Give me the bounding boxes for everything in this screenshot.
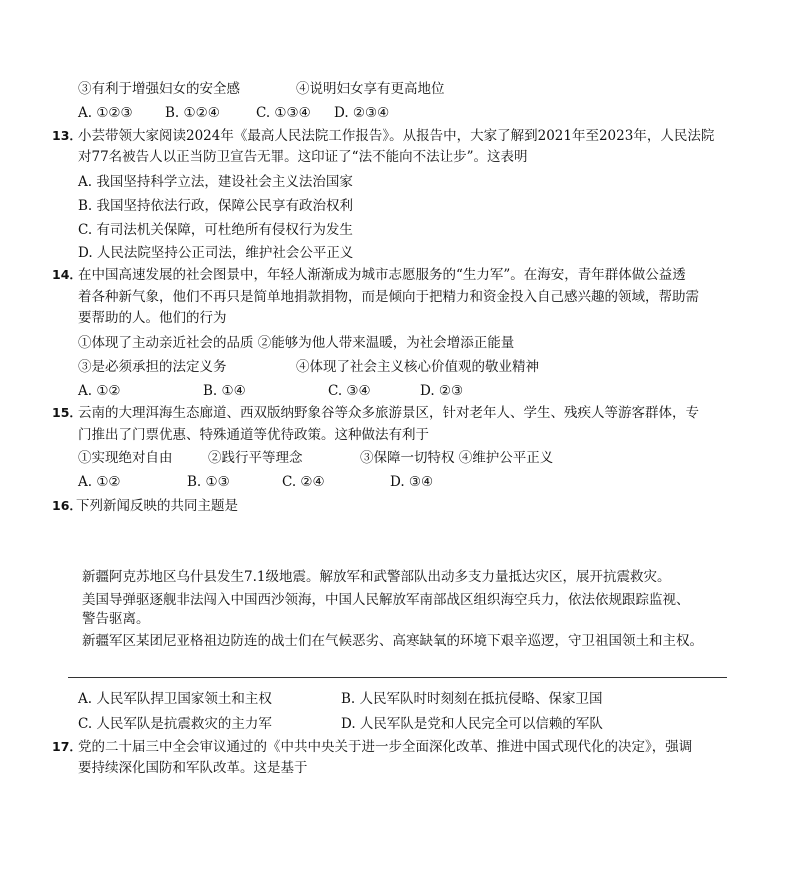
q16-news-1: 新疆阿克苏地区乌什县发生7.1级地震。解放军和武警部队出动多支力量抵达灾区，展开抗震救灾。 bbox=[82, 569, 671, 585]
q13-option-b: B. 我国坚持依法行政，保障公民享有政治权利 bbox=[78, 198, 354, 214]
q13-option-a: A. 我国坚持科学立法，建设社会主义法治国家 bbox=[78, 174, 353, 190]
q17-stem-line1: 党的二十届三中全会审议通过的《中共中央关于进一步全面深化改革、推进中国式现代化的决定》，强调 bbox=[78, 739, 693, 755]
q14-stem-line1: 在中国高速发展的社会图景中，年轻人渐渐成为城市志愿服务的“生力军”。在海安，青年群体做公益透 bbox=[78, 267, 686, 283]
q15-option-b: B. ①③ bbox=[187, 474, 230, 490]
q16-option-d: D. 人民军队是党和人民完全可以信赖的军队 bbox=[341, 716, 603, 732]
q16-option-b: B. 人民军队时时刻刻在抵抗侵略、保家卫国 bbox=[341, 691, 603, 707]
q14-statement-3: ③是必须承担的法定义务 bbox=[78, 359, 227, 375]
q14-option-b: B. ①④ bbox=[203, 383, 246, 399]
q15-stem-line2: 门推出了门票优惠、特殊通道等优待政策。这种做法有利于 bbox=[78, 427, 429, 443]
q16-news-3: 新疆军区某团尼亚格祖边防连的战士们在气候恶劣、高寒缺氧的环境下艰辛巡逻，守卫祖国领土和主权。 bbox=[82, 633, 703, 649]
q14-statement-4: ④体现了社会主义核心价值观的敬业精神 bbox=[296, 359, 539, 375]
q14-option-a: A. ①② bbox=[78, 383, 121, 399]
q12-option-c: C. ①③④ bbox=[256, 105, 311, 121]
q16-option-c: C. 人民军队是抗震救灾的主力军 bbox=[78, 716, 272, 732]
q13-option-c: C. 有司法机关保障，可杜绝所有侵权行为发生 bbox=[78, 222, 353, 238]
q12-option-b: B. ①②④ bbox=[165, 105, 220, 121]
q15-statements-34: ③保障一切特权 ④维护公平正义 bbox=[360, 450, 554, 466]
q12-option-d: D. ②③④ bbox=[334, 105, 390, 121]
q15-number: 15． bbox=[52, 405, 82, 420]
q15-statement-1: ①实现绝对自由 bbox=[78, 450, 173, 466]
q12-option-a: A. ①②③ bbox=[78, 105, 133, 121]
q14-number: 14． bbox=[52, 267, 82, 282]
q16-number: 16． bbox=[52, 498, 82, 513]
q16-option-a: A. 人民军队捍卫国家领土和主权 bbox=[78, 691, 272, 707]
q17-stem-line2: 要持续深化国防和军队改革。这是基于 bbox=[78, 760, 308, 776]
q15-option-d: D. ③④ bbox=[390, 474, 434, 490]
q15-statement-2: ②践行平等理念 bbox=[208, 450, 303, 466]
q14-option-d: D. ②③ bbox=[420, 383, 464, 399]
q13-stem-line1: 小芸带领大家阅读2024年《最高人民法院工作报告》。从报告中，大家了解到2021年至2023年，人民法院 bbox=[78, 128, 715, 144]
q15-option-a: A. ①② bbox=[78, 474, 121, 490]
q15-option-c: C. ②④ bbox=[282, 474, 325, 490]
news-box-divider bbox=[68, 677, 727, 678]
q16-stem: 下列新闻反映的共同主题是 bbox=[76, 498, 238, 514]
q14-stem-line2: 着各种新气象，他们不再只是简单地捐款捐物，而是倾向于把精力和资金投入自己感兴趣的领域，帮助需 bbox=[78, 289, 699, 305]
q16-news-2-line1: 美国导弹驱逐舰非法闯入中国西沙领海，中国人民解放军南部战区组织海空兵力，依法依规跟踪监视、 bbox=[82, 592, 690, 608]
q16-news-2-line2: 警告驱离。 bbox=[82, 611, 150, 627]
q14-stem-line3: 要帮助的人。他们的行为 bbox=[78, 310, 227, 326]
q13-option-d: D. 人民法院坚持公正司法，维护社会公平正义 bbox=[78, 245, 354, 261]
q14-option-c: C. ③④ bbox=[328, 383, 371, 399]
q17-number: 17． bbox=[52, 739, 82, 754]
q15-stem-line1: 云南的大理洱海生态廊道、西双版纳野象谷等众多旅游景区，针对老年人、学生、残疾人等游客群体，专 bbox=[78, 405, 699, 421]
q12-statement-4: ④说明妇女享有更高地位 bbox=[296, 81, 445, 97]
q13-stem-line2: 对77名被告人以正当防卫宣告无罪。这印证了“法不能向不法让步”。这表明 bbox=[78, 149, 528, 165]
q13-number: 13． bbox=[52, 128, 82, 143]
q12-statement-3: ③有利于增强妇女的安全感 bbox=[78, 81, 240, 97]
q14-statements-12: ①体现了主动亲近社会的品质 ②能够为他人带来温暖，为社会增添正能量 bbox=[78, 335, 515, 351]
